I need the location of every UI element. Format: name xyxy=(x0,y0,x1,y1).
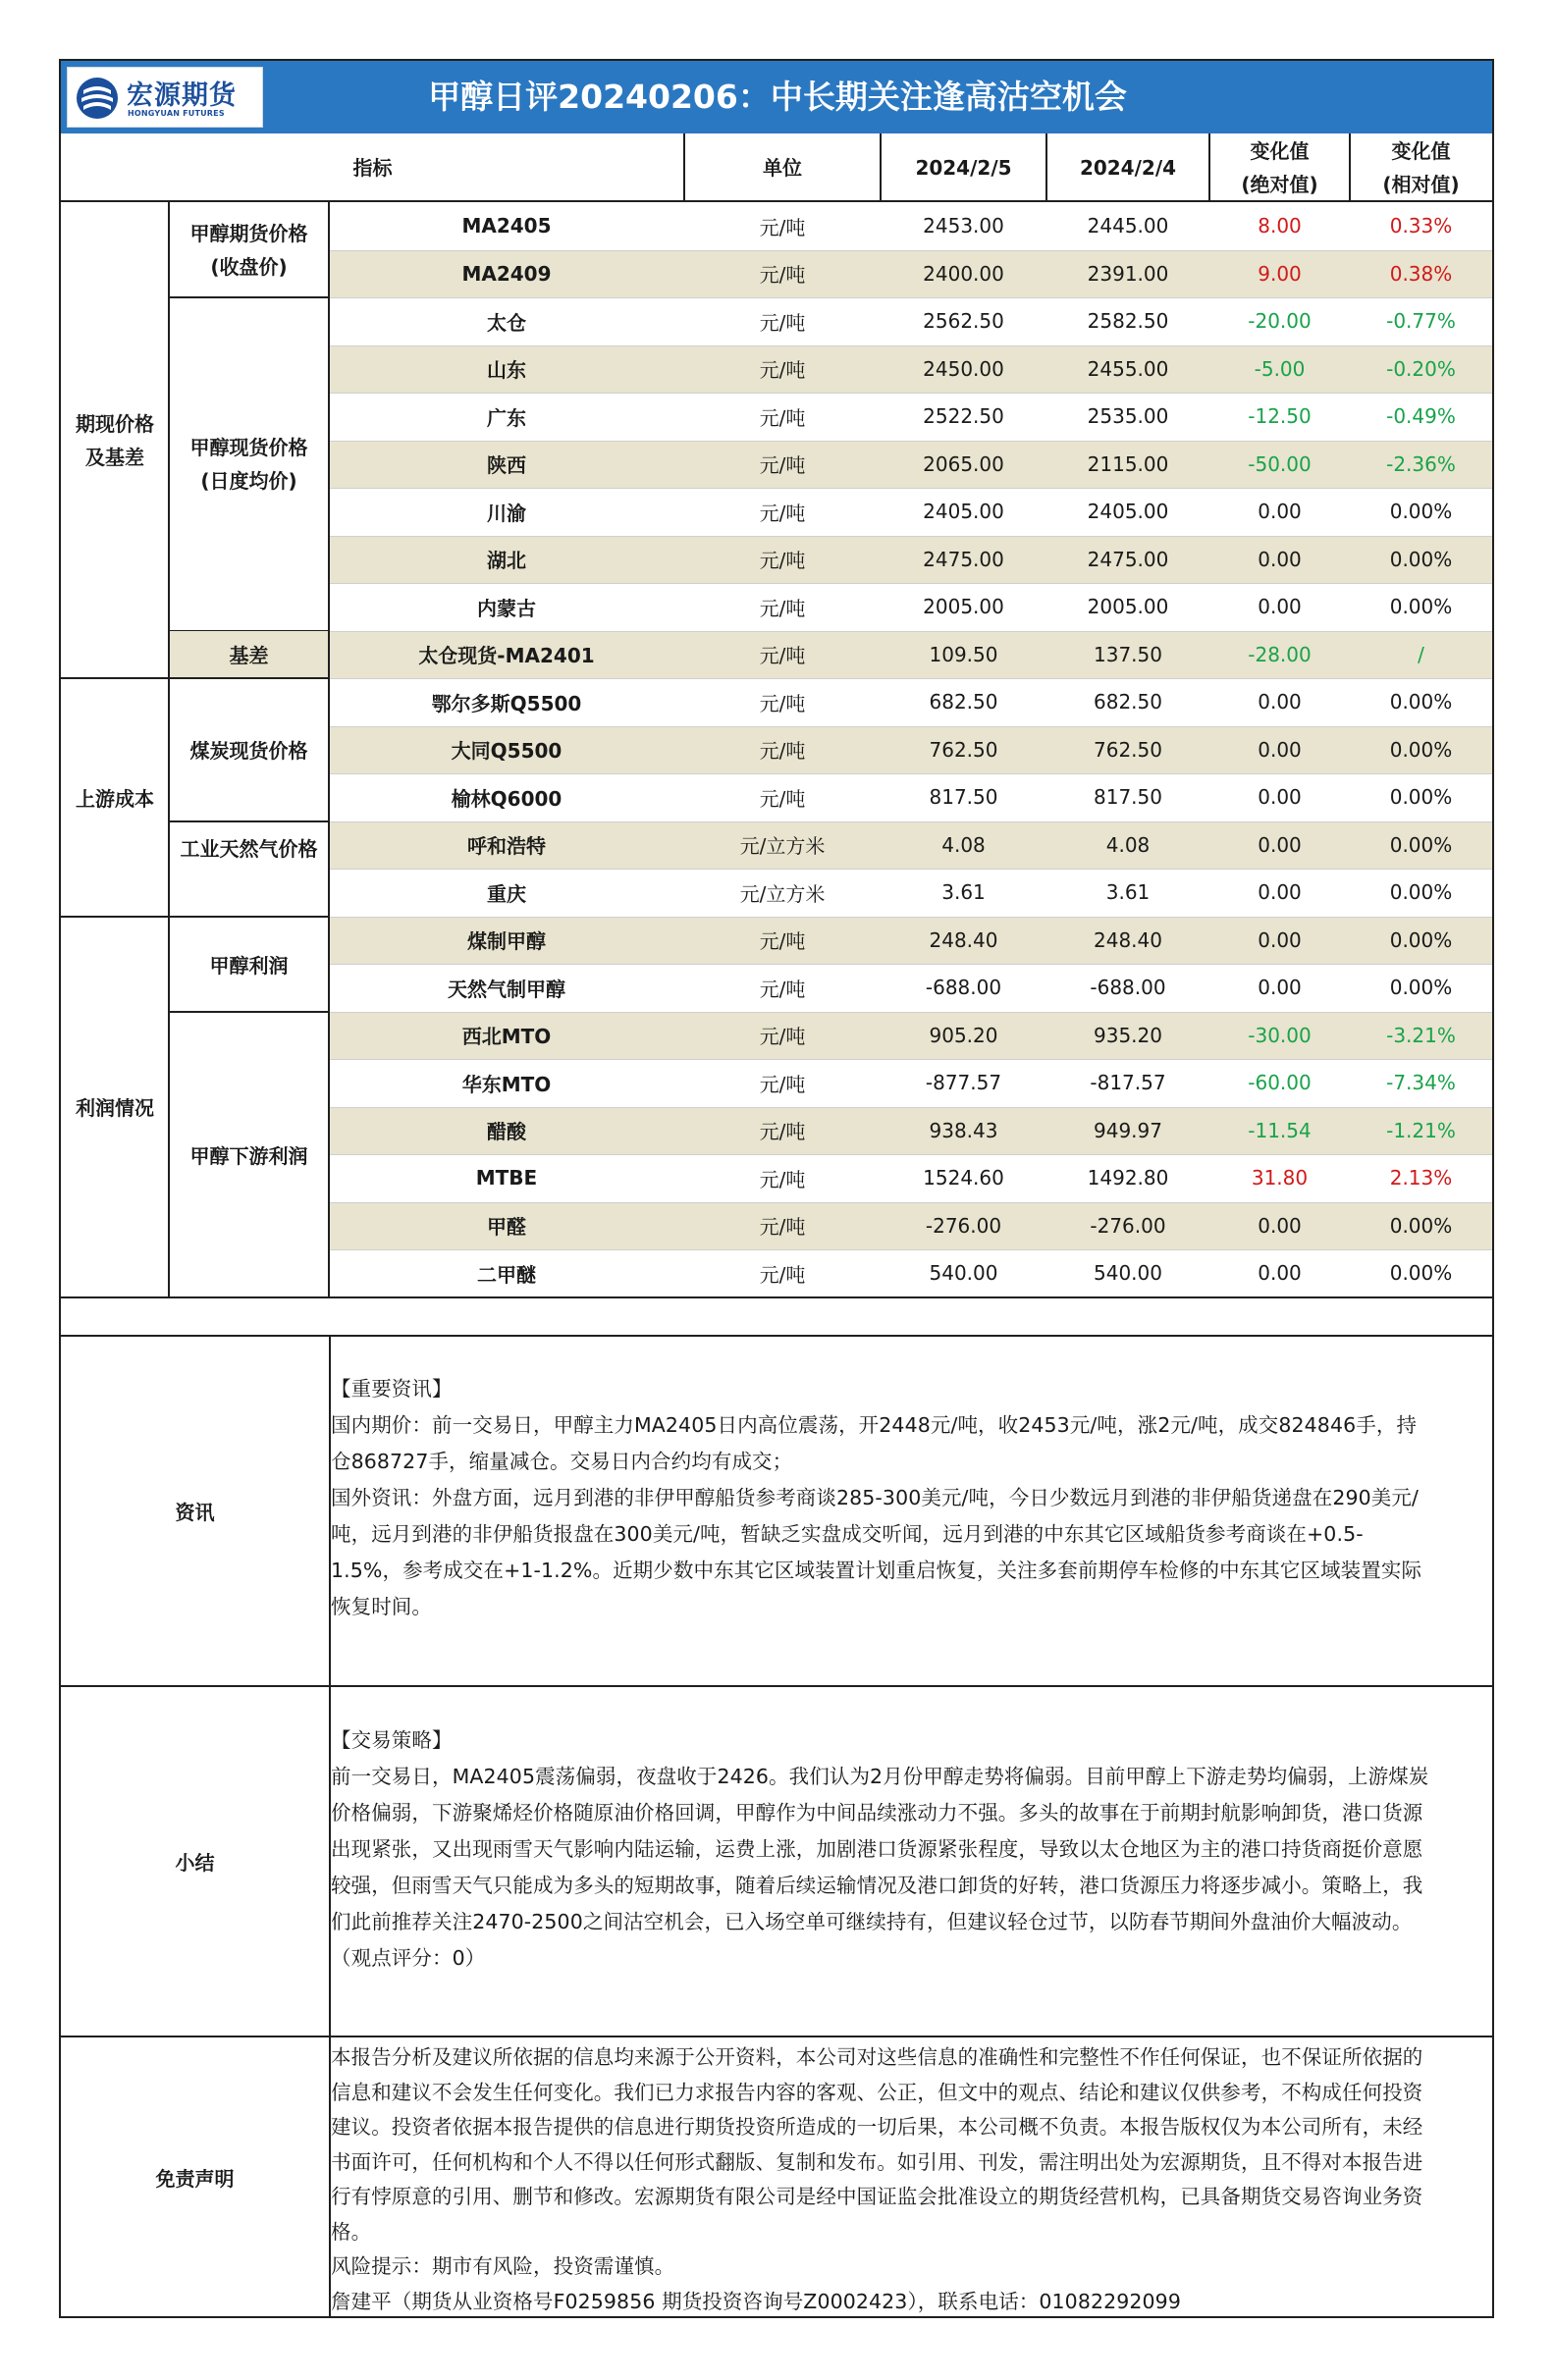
row-indicator-name: 榆林Q6000 xyxy=(451,786,563,811)
row-indicator-name: 广东 xyxy=(487,405,526,430)
row-rel-change: 0.00% xyxy=(1350,821,1492,870)
subgroup-label: 甲醇现货价格 (日度均价) xyxy=(189,435,308,493)
row-abs-change: -30.00 xyxy=(1209,1012,1350,1060)
row-value-current: 938.43 xyxy=(881,1107,1046,1155)
header-col-rule xyxy=(1045,133,1047,202)
subgroup-col-rule xyxy=(328,202,330,1297)
header-date-current: 2024/2/5 xyxy=(915,156,1012,180)
news-label: 资讯 xyxy=(175,1501,215,1524)
summary-line: （观点评分：0） xyxy=(331,1946,486,1970)
row-separator xyxy=(329,250,1492,251)
row-unit: 元/吨 xyxy=(684,726,881,774)
row-abs-change: 0.00 xyxy=(1209,821,1350,870)
row-value-current: -688.00 xyxy=(925,976,1002,1000)
disclaimer-top-rule xyxy=(61,2036,1492,2037)
table-bottom-rule xyxy=(61,1296,1492,1298)
row-value-previous: 4.08 xyxy=(1046,821,1209,870)
row-value-current: 817.50 xyxy=(929,785,998,810)
subgroup-label: 基差 xyxy=(169,631,329,679)
disclaimer-line: 本报告分析及建议所依据的信息均来源于公开资料，本公司对这些信息的准确性和完整性不作任何保证，也不保证所依据的 xyxy=(331,2045,1423,2069)
row-unit: 元/吨 xyxy=(759,786,806,811)
row-rel-change: 0.00% xyxy=(1389,785,1453,810)
header-abs-change: 变化值 (绝对值) xyxy=(1241,139,1318,196)
row-value-previous: 682.50 xyxy=(1094,690,1162,714)
row-abs-change: 31.80 xyxy=(1251,1166,1309,1190)
subgroup-label: 甲醇利润 xyxy=(209,953,289,978)
news-line: 吨，远月到港的非伊船货报盘在300美元/吨，暂缺乏实盘成交听闻，远月到港的中东其它区域船货参考商谈在+0.5- xyxy=(331,1522,1364,1546)
row-separator xyxy=(329,1059,1492,1060)
row-separator xyxy=(329,678,1492,679)
row-indicator-name: MTBE xyxy=(475,1166,538,1190)
row-separator xyxy=(329,393,1492,394)
row-separator xyxy=(329,631,1492,632)
news-line: 恢复时间。 xyxy=(331,1595,432,1618)
title-bar xyxy=(61,61,1492,133)
text-section-divider xyxy=(329,1335,331,2316)
row-indicator-name: MA2409 xyxy=(329,250,684,298)
row-value-current: 248.40 xyxy=(881,917,1046,965)
row-value-previous: 2115.00 xyxy=(1046,441,1209,489)
row-rel-change: 0.00% xyxy=(1389,880,1453,905)
row-value-previous: 2582.50 xyxy=(1087,309,1169,334)
row-abs-change: -20.00 xyxy=(1248,309,1312,334)
row-indicator-name: 呼和浩特 xyxy=(329,821,684,870)
row-value-current: 682.50 xyxy=(929,690,998,714)
row-unit: 元/吨 xyxy=(684,1202,881,1250)
row-abs-change: -11.54 xyxy=(1209,1107,1350,1155)
subgroup-label: 甲醇下游利润 xyxy=(189,1143,308,1168)
logo-text: 宏源期货 xyxy=(127,80,237,111)
header-col-rule xyxy=(880,133,882,202)
news-line: 【重要资讯】 xyxy=(331,1377,453,1401)
row-value-current: 2405.00 xyxy=(923,500,1004,524)
row-value-previous: 935.20 xyxy=(1046,1012,1209,1060)
summary-content xyxy=(331,1722,1428,1977)
row-abs-change: 0.00 xyxy=(1258,595,1302,619)
header-col-rule xyxy=(683,133,685,202)
row-indicator-name: 醋酸 xyxy=(329,1107,684,1155)
row-value-previous: 2405.00 xyxy=(1087,500,1169,524)
row-abs-change: 8.00 xyxy=(1258,214,1302,238)
row-value-current: 905.20 xyxy=(881,1012,1046,1060)
logo-subtext: HONGYUAN FUTURES xyxy=(128,109,225,118)
news-line: 国内期价：前一交易日，甲醇主力MA2405日内高位震荡，开2448元/吨，收2453元/吨，涨2元/吨，成交824846手，持 xyxy=(331,1413,1418,1437)
row-unit: 元/立方米 xyxy=(739,881,826,906)
row-value-previous: -688.00 xyxy=(1090,976,1166,1000)
row-value-previous: 2005.00 xyxy=(1087,595,1169,619)
row-unit: 元/吨 xyxy=(759,1167,806,1191)
row-abs-change: -12.50 xyxy=(1248,404,1312,429)
row-rel-change: 0.00% xyxy=(1350,917,1492,965)
row-indicator-name: 湖北 xyxy=(329,536,684,584)
row-value-current: 2522.50 xyxy=(923,404,1004,429)
row-separator xyxy=(329,297,1492,298)
row-unit: 元/吨 xyxy=(759,596,806,620)
row-rel-change: -2.36% xyxy=(1350,441,1492,489)
summary-line: 较强，但雨雪天气只能成为多头的短期故事，随着后续运输情况及港口卸货的好转，港口货源压力将逐步减小。策略上，我 xyxy=(331,1874,1423,1897)
row-rel-change: 0.00% xyxy=(1350,536,1492,584)
row-unit: 元/吨 xyxy=(684,345,881,394)
disclaimer-line: 书面许可，任何机构和个人不得以任何形式翻版、复制和发布。如引用、刊发，需注明出处为宏源期货，且不得对本报告进 xyxy=(331,2149,1423,2174)
row-separator xyxy=(329,821,1492,822)
summary-line: 出现紧张，又出现雨雪天气影响内陆运输，运费上涨，加剧港口货源紧张程度，导致以太仓地区为主的港口持货商挺价意愿 xyxy=(331,1837,1423,1861)
header-unit: 单位 xyxy=(763,156,802,180)
row-rel-change: -3.21% xyxy=(1350,1012,1492,1060)
row-separator xyxy=(329,441,1492,442)
subgroup-label: 甲醇期货价格 (收盘价) xyxy=(189,221,308,279)
row-rel-change: 0.00% xyxy=(1389,1261,1453,1286)
group-col-rule xyxy=(168,202,170,1297)
row-value-previous: 2455.00 xyxy=(1046,345,1209,394)
row-indicator-name: 华东MTO xyxy=(461,1072,552,1096)
row-rel-change: 2.13% xyxy=(1389,1166,1453,1190)
row-rel-change: 0.00% xyxy=(1389,690,1453,714)
row-rel-change: -0.49% xyxy=(1386,404,1456,429)
row-value-current: -877.57 xyxy=(925,1071,1002,1095)
header-indicator: 指标 xyxy=(352,156,393,180)
row-separator xyxy=(329,964,1492,965)
row-rel-change: 0.33% xyxy=(1389,214,1453,238)
row-value-previous: 540.00 xyxy=(1094,1261,1162,1286)
row-unit: 元/吨 xyxy=(759,1262,806,1287)
row-rel-change: -0.77% xyxy=(1386,309,1456,334)
row-indicator-name: 山东 xyxy=(329,345,684,394)
row-abs-change: 0.00 xyxy=(1258,1261,1302,1286)
row-abs-change: -50.00 xyxy=(1209,441,1350,489)
row-value-previous: 949.97 xyxy=(1046,1107,1209,1155)
row-unit: 元/吨 xyxy=(759,691,806,715)
row-separator xyxy=(329,1107,1492,1108)
row-indicator-name: 太仓 xyxy=(487,310,526,335)
row-indicator-name: 川渝 xyxy=(487,501,526,525)
row-separator xyxy=(329,536,1492,537)
subgroup-label: 工业天然气价格 xyxy=(180,836,318,861)
row-unit: 元/吨 xyxy=(759,1072,806,1096)
row-abs-change: 0.00 xyxy=(1258,785,1302,810)
row-abs-change: -28.00 xyxy=(1209,631,1350,679)
news-line: 仓868727手，缩量减仓。交易日内合约均有成交； xyxy=(331,1450,793,1473)
row-abs-change: 0.00 xyxy=(1258,880,1302,905)
row-abs-change: -60.00 xyxy=(1248,1071,1312,1095)
row-rel-change: 0.00% xyxy=(1350,1202,1492,1250)
row-value-previous: 817.50 xyxy=(1094,785,1162,810)
subgroup-label: 煤炭现货价格 xyxy=(189,739,308,764)
row-value-previous: 3.61 xyxy=(1105,880,1151,905)
row-value-previous: 2391.00 xyxy=(1046,250,1209,298)
row-value-current: 540.00 xyxy=(929,1261,998,1286)
group-label: 利润情况 xyxy=(76,1096,154,1120)
summary-line: 价格偏弱，下游聚烯烃价格随原油价格回调，甲醇作为中间品续涨动力不强。多头的故事在于前期封航影响卸货，港口货源 xyxy=(331,1801,1423,1825)
row-value-previous: 1492.80 xyxy=(1087,1166,1169,1190)
header-col-rule xyxy=(1349,133,1351,202)
row-value-previous: -276.00 xyxy=(1046,1202,1209,1250)
row-rel-change: 0.00% xyxy=(1350,726,1492,774)
row-unit: 元/吨 xyxy=(759,405,806,430)
row-abs-change: 0.00 xyxy=(1209,536,1350,584)
row-value-current: 2005.00 xyxy=(923,595,1004,619)
row-abs-change: 0.00 xyxy=(1258,976,1302,1000)
row-unit: 元/吨 xyxy=(684,441,881,489)
row-value-current: 2450.00 xyxy=(881,345,1046,394)
row-value-previous: 2475.00 xyxy=(1046,536,1209,584)
row-separator xyxy=(329,869,1492,870)
row-abs-change: 0.00 xyxy=(1258,500,1302,524)
row-rel-change: 0.00% xyxy=(1389,595,1453,619)
group-label: 期现价格 及基差 xyxy=(76,411,154,469)
row-separator xyxy=(329,1154,1492,1155)
row-unit: 元/吨 xyxy=(684,1012,881,1060)
row-unit: 元/吨 xyxy=(759,977,806,1001)
disclaimer-label: 免责声明 xyxy=(155,2166,235,2191)
disclaimer-line: 行有悖原意的引用、删节和修改。宏源期货有限公司是经中国证监会批准设立的期货经营机构，已具备期货交易咨询业务资 xyxy=(331,2185,1423,2208)
header-date-previous: 2024/2/4 xyxy=(1079,156,1177,180)
row-unit: 元/吨 xyxy=(684,536,881,584)
row-abs-change: 0.00 xyxy=(1209,917,1350,965)
row-indicator-name: 太仓现货-MA2401 xyxy=(329,631,684,679)
row-value-current: 3.61 xyxy=(941,880,986,905)
row-abs-change: 0.00 xyxy=(1209,1202,1350,1250)
row-rel-change: 0.00% xyxy=(1389,500,1453,524)
disclaimer-line: 建议。投资者依据本报告提供的信息进行期货投资所造成的一切后果，本公司概不负责。本报告版权仅为本公司所有，未经 xyxy=(331,2115,1423,2139)
row-rel-change: / xyxy=(1350,631,1492,679)
row-separator xyxy=(329,1202,1492,1203)
row-indicator-name: 二甲醚 xyxy=(477,1262,536,1287)
row-value-current: 2475.00 xyxy=(881,536,1046,584)
row-unit: 元/吨 xyxy=(684,1107,881,1155)
row-value-previous: -817.57 xyxy=(1090,1071,1166,1095)
disclaimer-line: 詹建平（期货从业资格号F0259856 期货投资咨询号Z0002423），联系电话：01082292099 xyxy=(331,2289,1181,2313)
row-value-current: 109.50 xyxy=(881,631,1046,679)
news-content xyxy=(331,1371,1421,1625)
row-rel-change: 0.38% xyxy=(1350,250,1492,298)
summary-line: 前一交易日，MA2405震荡偏弱，夜盘收于2426。我们认为2月份甲醇走势将偏弱。目前甲醇上下游走势均偏弱，上游煤炭 xyxy=(331,1765,1429,1788)
row-abs-change: 0.00 xyxy=(1258,690,1302,714)
disclaimer-content xyxy=(331,2040,1422,2319)
summary-line: 【交易策略】 xyxy=(331,1728,453,1752)
row-indicator-name: 陕西 xyxy=(329,441,684,489)
logo-mark-icon xyxy=(76,77,119,120)
summary-label: 小结 xyxy=(175,1851,215,1875)
row-value-current: 4.08 xyxy=(881,821,1046,870)
news-top-rule xyxy=(61,1335,1492,1337)
row-separator xyxy=(329,917,1492,918)
row-indicator-name: MA2405 xyxy=(461,214,552,238)
report-sheet xyxy=(59,59,1494,2318)
row-indicator-name: 大同Q5500 xyxy=(329,726,684,774)
row-abs-change: 0.00 xyxy=(1209,726,1350,774)
row-value-current: 2065.00 xyxy=(881,441,1046,489)
row-value-current: 2562.50 xyxy=(923,309,1004,334)
group-label: 上游成本 xyxy=(76,786,154,811)
row-value-current: -276.00 xyxy=(881,1202,1046,1250)
row-rel-change: -1.21% xyxy=(1350,1107,1492,1155)
row-value-previous: 248.40 xyxy=(1046,917,1209,965)
row-unit: 元/吨 xyxy=(684,917,881,965)
row-separator xyxy=(329,488,1492,489)
row-rel-change: -7.34% xyxy=(1386,1071,1456,1095)
row-separator xyxy=(329,1012,1492,1013)
row-indicator-name: 甲醛 xyxy=(329,1202,684,1250)
row-rel-change: 0.00% xyxy=(1389,976,1453,1000)
row-value-previous: 137.50 xyxy=(1046,631,1209,679)
row-value-previous: 2445.00 xyxy=(1087,214,1169,238)
row-separator xyxy=(329,583,1492,584)
disclaimer-line: 信息和建议不会发生任何变化。我们已力求报告内容的客观、公正，但文中的观点、结论和建议仅供参考，不构成任何投资 xyxy=(331,2080,1423,2104)
news-line: 1.5%，参考成交在+1-1.2%。近期少数中东其它区域装置计划重启恢复，关注多套前期停车检修的中东其它区域装置实际 xyxy=(331,1559,1422,1582)
summary-top-rule xyxy=(61,1685,1492,1687)
header-rel-change: 变化值 (相对值) xyxy=(1382,139,1460,196)
disclaimer-line: 风险提示：期市有风险，投资需谨慎。 xyxy=(331,2254,675,2278)
report-title: 甲醇日评20240206：中长期关注逢高沽空机会 xyxy=(428,78,1127,116)
row-value-current: 2453.00 xyxy=(923,214,1004,238)
row-abs-change: -5.00 xyxy=(1209,345,1350,394)
row-indicator-name: 重庆 xyxy=(487,881,526,906)
row-separator xyxy=(329,773,1492,774)
company-logo xyxy=(67,67,263,128)
header-col-rule xyxy=(1208,133,1210,202)
row-indicator-name: 鄂尔多斯Q5500 xyxy=(431,691,582,715)
row-separator xyxy=(329,345,1492,346)
row-value-current: 762.50 xyxy=(881,726,1046,774)
row-value-previous: 762.50 xyxy=(1046,726,1209,774)
row-indicator-name: 煤制甲醇 xyxy=(329,917,684,965)
row-indicator-name: 西北MTO xyxy=(329,1012,684,1060)
row-value-current: 1524.60 xyxy=(923,1166,1004,1190)
disclaimer-line: 格。 xyxy=(331,2219,372,2244)
row-unit: 元/吨 xyxy=(759,501,806,525)
row-unit: 元/吨 xyxy=(684,631,881,679)
row-rel-change: -0.20% xyxy=(1350,345,1492,394)
row-abs-change: 9.00 xyxy=(1209,250,1350,298)
news-line: 国外资讯：外盘方面，远月到港的非伊甲醇船货参考商谈285-300美元/吨，今日少数远月到港的非伊船货递盘在290美元/ xyxy=(331,1486,1419,1509)
row-separator xyxy=(329,1249,1492,1250)
row-separator xyxy=(329,726,1492,727)
row-indicator-name: 内蒙古 xyxy=(477,596,536,620)
row-value-current: 2400.00 xyxy=(881,250,1046,298)
row-unit: 元/立方米 xyxy=(684,821,881,870)
row-value-previous: 2535.00 xyxy=(1087,404,1169,429)
row-indicator-name: 天然气制甲醇 xyxy=(448,977,565,1001)
row-unit: 元/吨 xyxy=(759,215,806,239)
row-unit: 元/吨 xyxy=(759,310,806,335)
summary-line: 们此前推荐关注2470-2500之间沽空机会，已入场空单可继续持有，但建议轻仓过节，以防春节期间外盘油价大幅波动。 xyxy=(331,1910,1413,1933)
row-unit: 元/吨 xyxy=(684,250,881,298)
